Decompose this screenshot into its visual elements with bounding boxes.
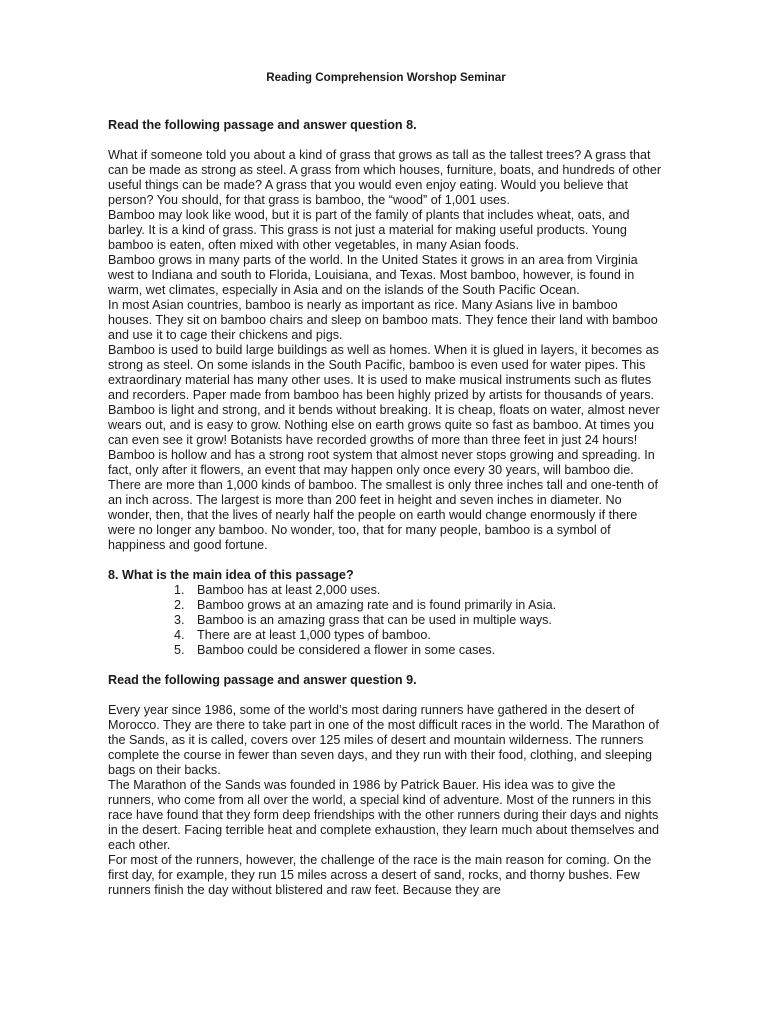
passage-1-paragraph-3: Bamboo grows in many parts of the world. In the United States it grows in an area from Virginia west to Indiana and south to Florida, Louisiana, and Texas. Most bamboo, however, is found in warm, wet climates, especially in Asia and on the islands of the South Pacific Ocean.: [108, 253, 638, 297]
question-8: 8. What is the main idea of this passage?: [108, 568, 354, 582]
option-number: 5.: [174, 643, 185, 657]
passage-2-paragraph-2: The Marathon of the Sands was founded in 1986 by Patrick Bauer. His idea was to give the runners, who come from all over the world, a special kind of adventure. Most of the runners in this race have found that they form deep friendships with the other runners during their days and nights in the desert. Facing terrible heat and complete exhaustion, they learn much about themselves and each other.: [108, 778, 659, 852]
option-number: 2.: [174, 598, 185, 612]
passage-1-paragraph-1: What if someone told you about a kind of grass that grows as tall as the tallest trees? A grass that can be made as strong as steel. A grass from which houses, furniture, boats, and hundreds of other useful things can be made? A grass that you would even enjoy eating. Would you believe that person? You should, for that grass is bamboo, the “wood” of 1,001 uses.: [108, 148, 662, 207]
answer-option: [108, 583, 664, 598]
option-text: Bamboo has at least 2,000 uses.: [197, 583, 381, 597]
option-text: There are at least 1,000 types of bamboo.: [197, 628, 431, 642]
document-page: [108, 70, 664, 898]
answer-option: [108, 628, 664, 643]
section-1-instruction: Read the following passage and answer question 8.: [108, 118, 417, 132]
passage-2-paragraph-3: For most of the runners, however, the challenge of the race is the main reason for coming. On the first day, for example, they run 15 miles across a desert of sand, rocks, and thorny bushes. Few runners finish the day without blistered and raw feet. Because they are: [108, 853, 652, 897]
option-number: 3.: [174, 613, 185, 627]
option-number: 4.: [174, 628, 185, 642]
passage-1-paragraph-5: Bamboo is used to build large buildings as well as homes. When it is glued in layers, it becomes as strong as steel. On some islands in the South Pacific, bamboo is even used for water pipes. This extraordinary material has many other uses. It is used to make musical instruments such as flutes and recorders. Paper made from bamboo has been highly prized by artists for thousands of years.: [108, 343, 659, 402]
answer-option: [108, 613, 664, 628]
passage-1-paragraph-2: Bamboo may look like wood, but it is part of the family of plants that includes wheat, oats, and barley. It is a kind of grass. This grass is not just a material for making useful products. Young bamboo is eaten, often mixed with other vegetables, in many Asian foods.: [108, 208, 630, 252]
option-number: 1.: [174, 583, 185, 597]
passage-1-paragraph-4: In most Asian countries, bamboo is nearly as important as rice. Many Asians live in bamboo houses. They sit on bamboo chairs and sleep on bamboo mats. They fence their land with bamboo and use it to cage their chickens and pigs.: [108, 298, 658, 342]
option-text: Bamboo grows at an amazing rate and is found primarily in Asia.: [197, 598, 557, 612]
passage-1-paragraph-6: Bamboo is light and strong, and it bends without breaking. It is cheap, floats on water, almost never wears out, and is easy to grow. Nothing else on earth grows quite so fast as bamboo. At times you can even see it grow! Botanists have recorded growths of more than three feet in just 24 hours! Bamboo is hollow and has a strong root system that almost never stops growing and spreading. In fact, only after it flowers, an event that may happen only once every 30 years, will bamboo die.: [108, 403, 660, 477]
answer-option: [108, 643, 664, 658]
option-text: Bamboo is an amazing grass that can be used in multiple ways.: [197, 613, 552, 627]
page-title: Reading Comprehension Worshop Seminar: [266, 71, 506, 84]
section-2-instruction: Read the following passage and answer question 9.: [108, 673, 417, 687]
question-8-options: [108, 583, 664, 658]
option-text: Bamboo could be considered a flower in some cases.: [197, 643, 496, 657]
passage-2-paragraph-1: Every year since 1986, some of the world’s most daring runners have gathered in the desert of Morocco. They are there to take part in one of the most difficult races in the world. The Marathon of the Sands, as it is called, covers over 125 miles of desert and mountain wilderness. The runners complete the course in fewer than seven days, and they run with their food, clothing, and sleeping bags on their backs.: [108, 703, 659, 777]
answer-option: [108, 598, 664, 613]
passage-1-paragraph-7: There are more than 1,000 kinds of bamboo. The smallest is only three inches tall and one-tenth of an inch across. The largest is more than 200 feet in height and seven inches in diameter. No wonder, then, that the lives of nearly half the people on earth would change enormously if there were no longer any bamboo. No wonder, too, that for many people, bamboo is a symbol of happiness and good fortune.: [108, 478, 659, 552]
